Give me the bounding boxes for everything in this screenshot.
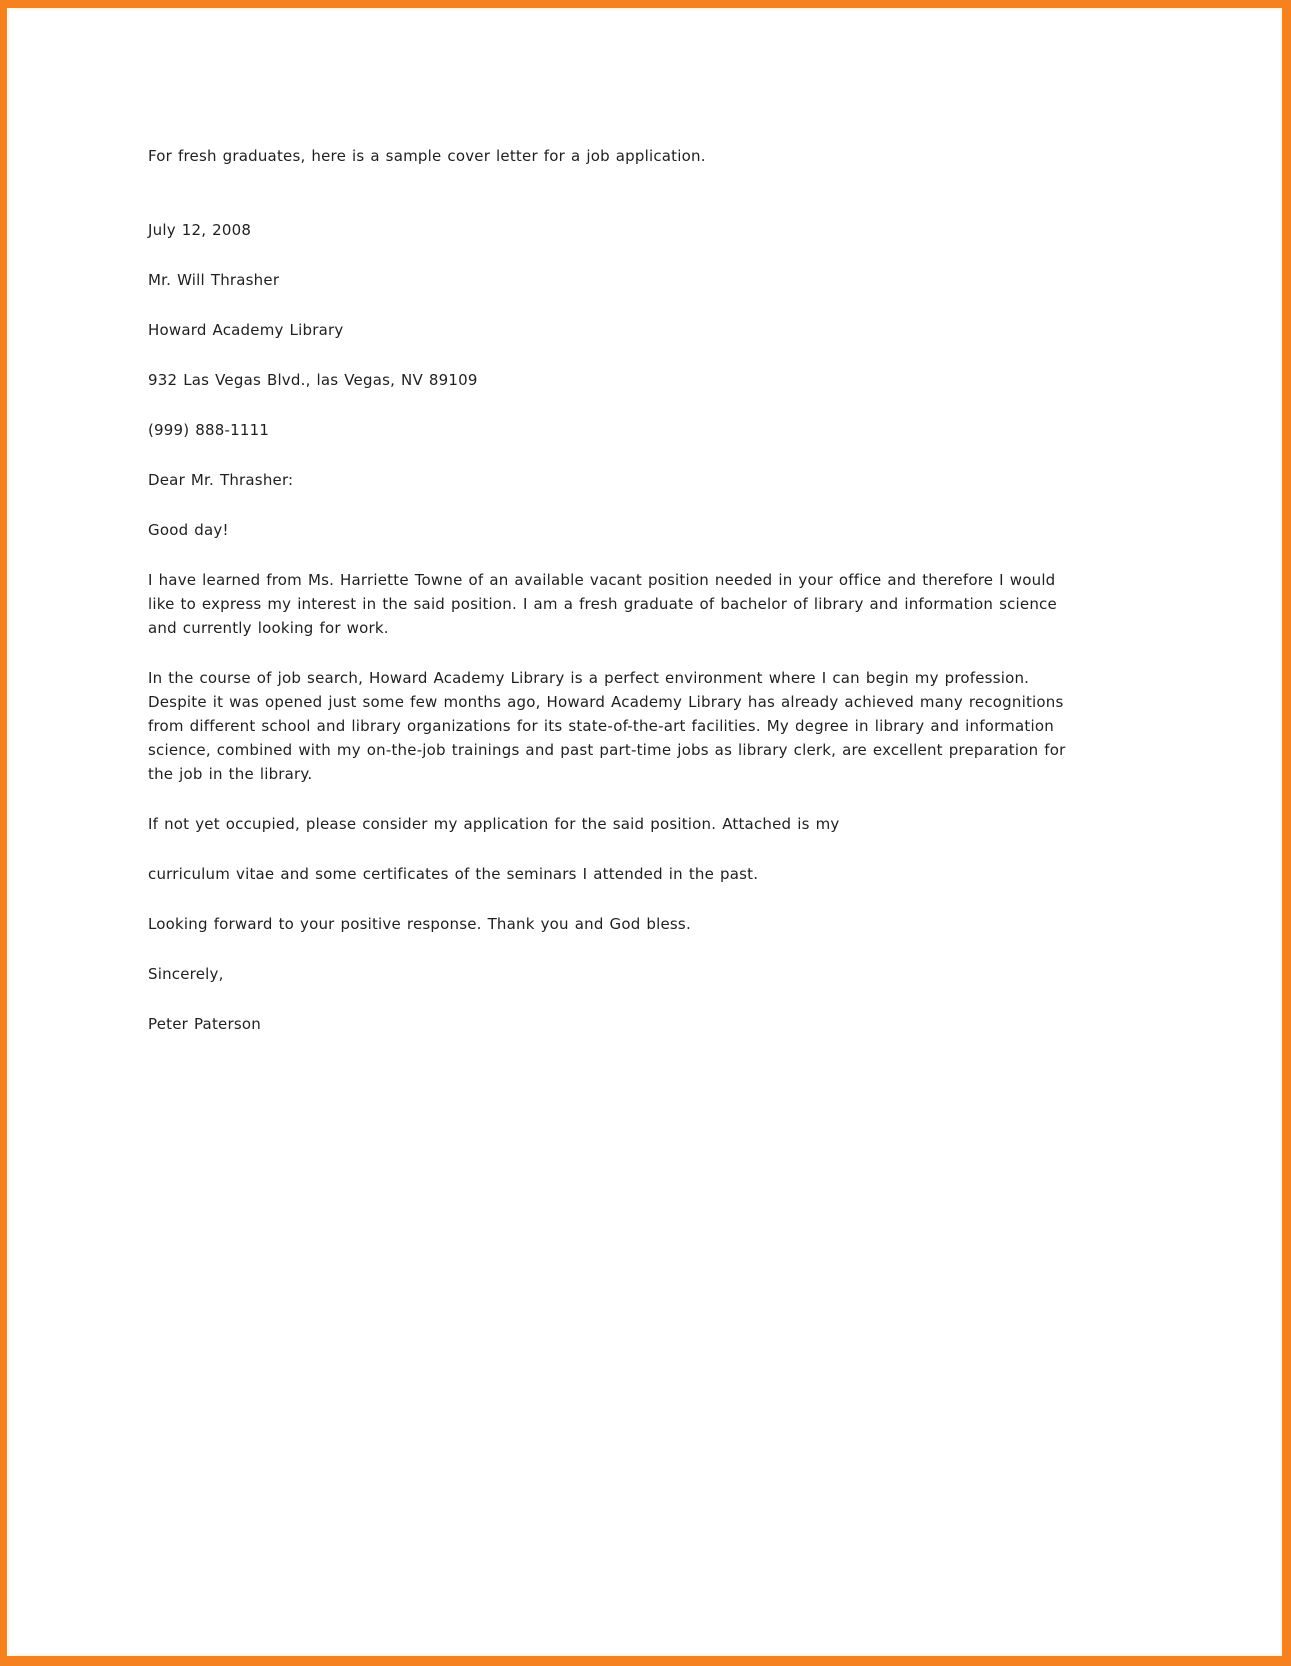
recipient-name: Mr. Will Thrasher — [148, 271, 280, 289]
closing: Sincerely, — [148, 965, 224, 983]
recipient-address: 932 Las Vegas Blvd., las Vegas, NV 89109 — [148, 371, 478, 389]
salutation: Dear Mr. Thrasher: — [148, 471, 294, 489]
greeting: Good day! — [148, 521, 229, 539]
cover-letter — [7, 8, 1282, 1036]
body-paragraph: I have learned from Ms. Harriette Towne of an available vacant position needed in your office and therefore I would like to express my interest in the said position. I am a fresh graduate of bachelor of library and information science and currently looking for work. — [148, 571, 1057, 637]
intro-text: For fresh graduates, here is a sample cover letter for a job application. — [148, 147, 706, 165]
recipient-phone: (999) 888-1111 — [148, 421, 270, 439]
body-paragraph: Looking forward to your positive response. Thank you and God bless. — [148, 915, 691, 933]
body-paragraph: If not yet occupied, please consider my application for the said position. Attached is my — [148, 815, 840, 833]
letter-date: July 12, 2008 — [148, 221, 252, 239]
body-paragraph: In the course of job search, Howard Academy Library is a perfect environment where I can begin my profession. Despite it was opened just some few months ago, Howard Academy Library has already achieved many recognitions from different school and library organizations for its state-of-the-art facilities. My degree in library and information science, combined with my on-the-job trainings and past part-time jobs as library clerk, are excellent preparation for the job in the library. — [148, 669, 1066, 783]
signature-name: Peter Paterson — [148, 1015, 261, 1033]
body-paragraph: curriculum vitae and some certificates of the seminars I attended in the past. — [148, 865, 759, 883]
recipient-organization: Howard Academy Library — [148, 321, 344, 339]
